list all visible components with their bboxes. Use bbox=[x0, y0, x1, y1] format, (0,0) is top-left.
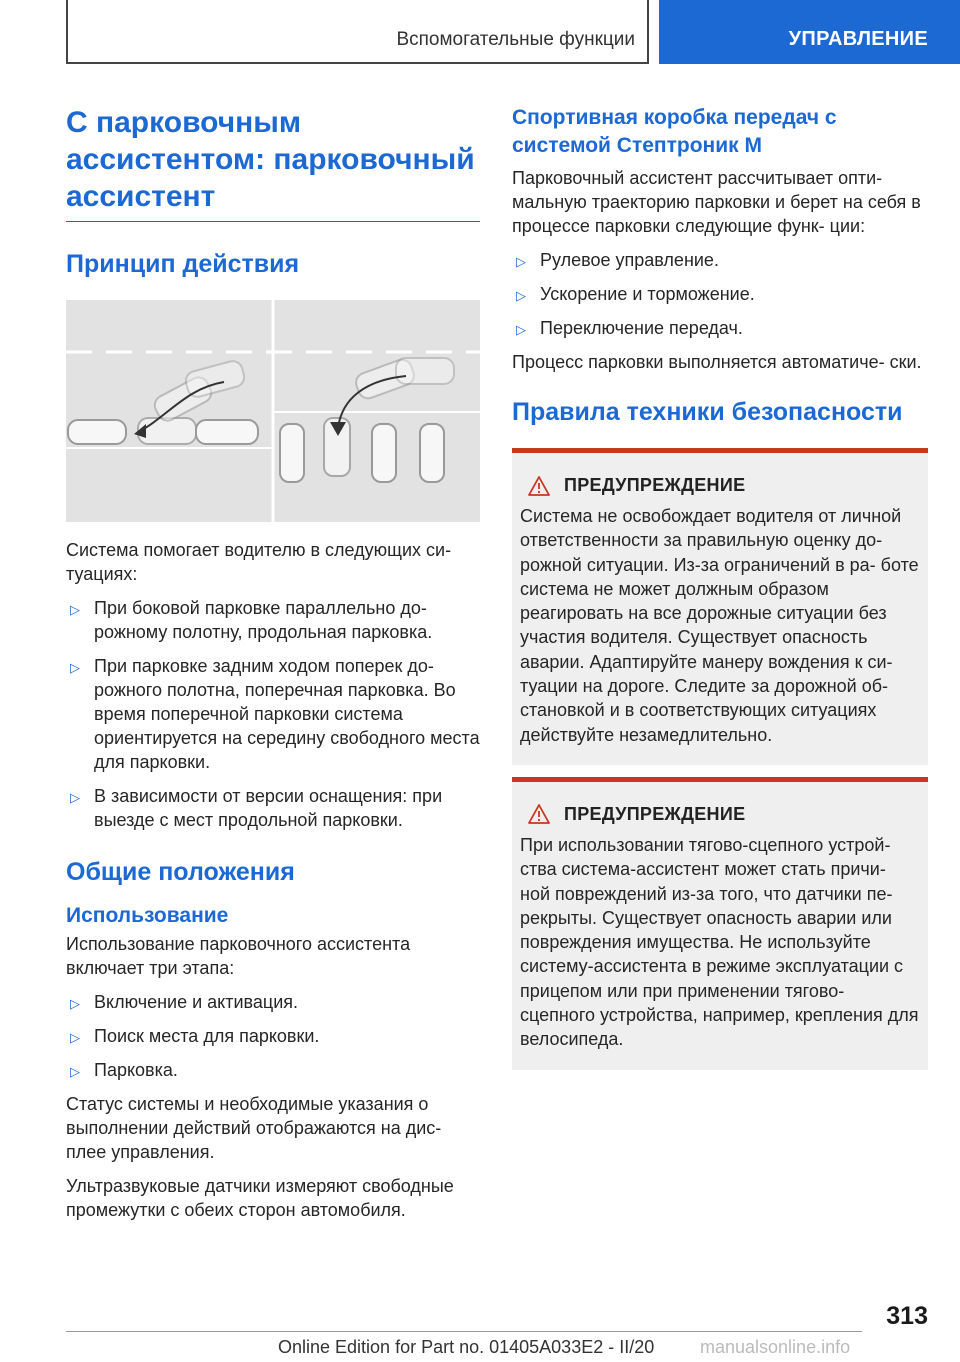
sensors-text: Ультразвуковые датчики измеряют свободные промежутки с обеих сторон автомобиля. bbox=[66, 1176, 454, 1220]
right-column bbox=[512, 104, 928, 1070]
list-item: ▷ Переключение передач. bbox=[512, 316, 928, 340]
warning-box bbox=[512, 448, 928, 765]
triangle-bullet-icon: ▷ bbox=[70, 1030, 80, 1045]
parking-maneuver-illustration bbox=[66, 300, 480, 522]
warning-title: ПРЕДУПРЕЖДЕНИЕ bbox=[564, 803, 746, 824]
header-section-tab bbox=[66, 0, 649, 64]
list-item: ▷ В зависимости от версии оснащения: при выезде с мест продольной парковки. bbox=[70, 786, 443, 830]
warning-triangle-icon bbox=[528, 804, 550, 824]
warning-text: При использовании тягово-сцепного устрой- ства система-ассистент может стать причи- ной повреждений из-за того, что датчики пе- рекрыты. Существует опасность аварии или повреждения имущества. Не используйте систему-ассистента в режиме эксплуатации с прицепом или при применении тягово- сцепного устройства, например, крепления для велосипеда. bbox=[520, 834, 919, 1050]
list-item: ▷ При парковке задним ходом поперек до- рожного полотна, поперечная парковка. Во время поперечной парковки система ориентируется на середину свободного места для парковки. bbox=[70, 656, 480, 772]
triangle-bullet-icon: ▷ bbox=[516, 254, 526, 269]
warning-text: Система не освобождает водителя от личной ответственности за правильную оценку до- рожной ситуации. Из-за ограничений в ра- боте система не может должным образом реагировать на все дорожные ситуации без участия водителя. Существует опасность аварии. Адаптируйте манеру вождения к си- туации на дороге. Следите за дорожной об- становкой и в соответствующих ситуациях действуйте незамедлительно. bbox=[520, 506, 919, 745]
triangle-bullet-icon: ▷ bbox=[516, 322, 526, 337]
auto-text: Процесс парковки выполняется автоматиче- ски. bbox=[512, 352, 922, 372]
usage-intro: Использование парковочного ассистента включает три этапа: bbox=[66, 934, 411, 978]
triangle-bullet-icon: ▷ bbox=[70, 790, 80, 805]
triangle-bullet-icon: ▷ bbox=[70, 1064, 80, 1079]
header-chapter-title: УПРАВЛЕНИЕ bbox=[788, 28, 928, 50]
triangle-bullet-icon: ▷ bbox=[70, 996, 80, 1011]
triangle-bullet-icon: ▷ bbox=[70, 660, 80, 675]
list-item: ▷ Парковка. bbox=[66, 1058, 480, 1082]
left-column bbox=[66, 104, 480, 1222]
list-item: ▷ При боковой парковке параллельно до- рожному полотну, продольная парковка. bbox=[70, 598, 433, 642]
situations-list bbox=[66, 596, 480, 832]
page-title: С парковочным ассистентом: парковочный ассистент bbox=[66, 104, 480, 222]
warning-title: ПРЕДУПРЕЖДЕНИЕ bbox=[564, 475, 746, 495]
status-text: Статус системы и необходимые указания о выполнении действий отображаются на дис- плее управления. bbox=[66, 1094, 442, 1162]
list-item: ▷ Ускорение и торможение. bbox=[512, 282, 928, 306]
general-heading: Общие положения bbox=[66, 858, 295, 886]
safety-heading: Правила техники безопасности bbox=[512, 398, 903, 426]
page-number: 313 bbox=[886, 1302, 928, 1330]
functions-list bbox=[512, 248, 928, 340]
sport-heading: Спортивная коробка передач с системой Стептроник M bbox=[512, 106, 837, 157]
warning-box bbox=[512, 777, 928, 1070]
triangle-bullet-icon: ▷ bbox=[516, 288, 526, 303]
warning-triangle-icon bbox=[528, 476, 550, 496]
footer-edition: Online Edition for Part no. 01405A033E2 - II/20 bbox=[278, 1337, 655, 1357]
header-chapter-tab bbox=[659, 0, 960, 64]
triangle-bullet-icon: ▷ bbox=[70, 602, 80, 617]
warning-header bbox=[528, 804, 920, 825]
footer-brand-watermark: manualsonline.info bbox=[700, 1337, 851, 1357]
warning-header bbox=[528, 475, 920, 496]
stages-list bbox=[66, 990, 480, 1082]
principle-heading: Принцип действия bbox=[66, 250, 300, 278]
list-item: ▷ Рулевое управление. bbox=[512, 248, 928, 272]
usage-heading: Использование bbox=[66, 904, 229, 927]
parking-illustration-graphic bbox=[66, 300, 480, 522]
header-section-title: Вспомогательные функции bbox=[396, 29, 635, 50]
footer-divider bbox=[66, 1331, 862, 1332]
list-item: ▷ Включение и активация. bbox=[66, 990, 480, 1014]
sport-intro: Парковочный ассистент рассчитывает опти- мальную траекторию парковки и берет на себя в процессе парковки следующие функ- ции: bbox=[512, 168, 921, 236]
intro-text: Система помогает водителю в следующих си- туациях: bbox=[66, 540, 452, 584]
list-item: ▷ Поиск места для парковки. bbox=[66, 1024, 480, 1048]
